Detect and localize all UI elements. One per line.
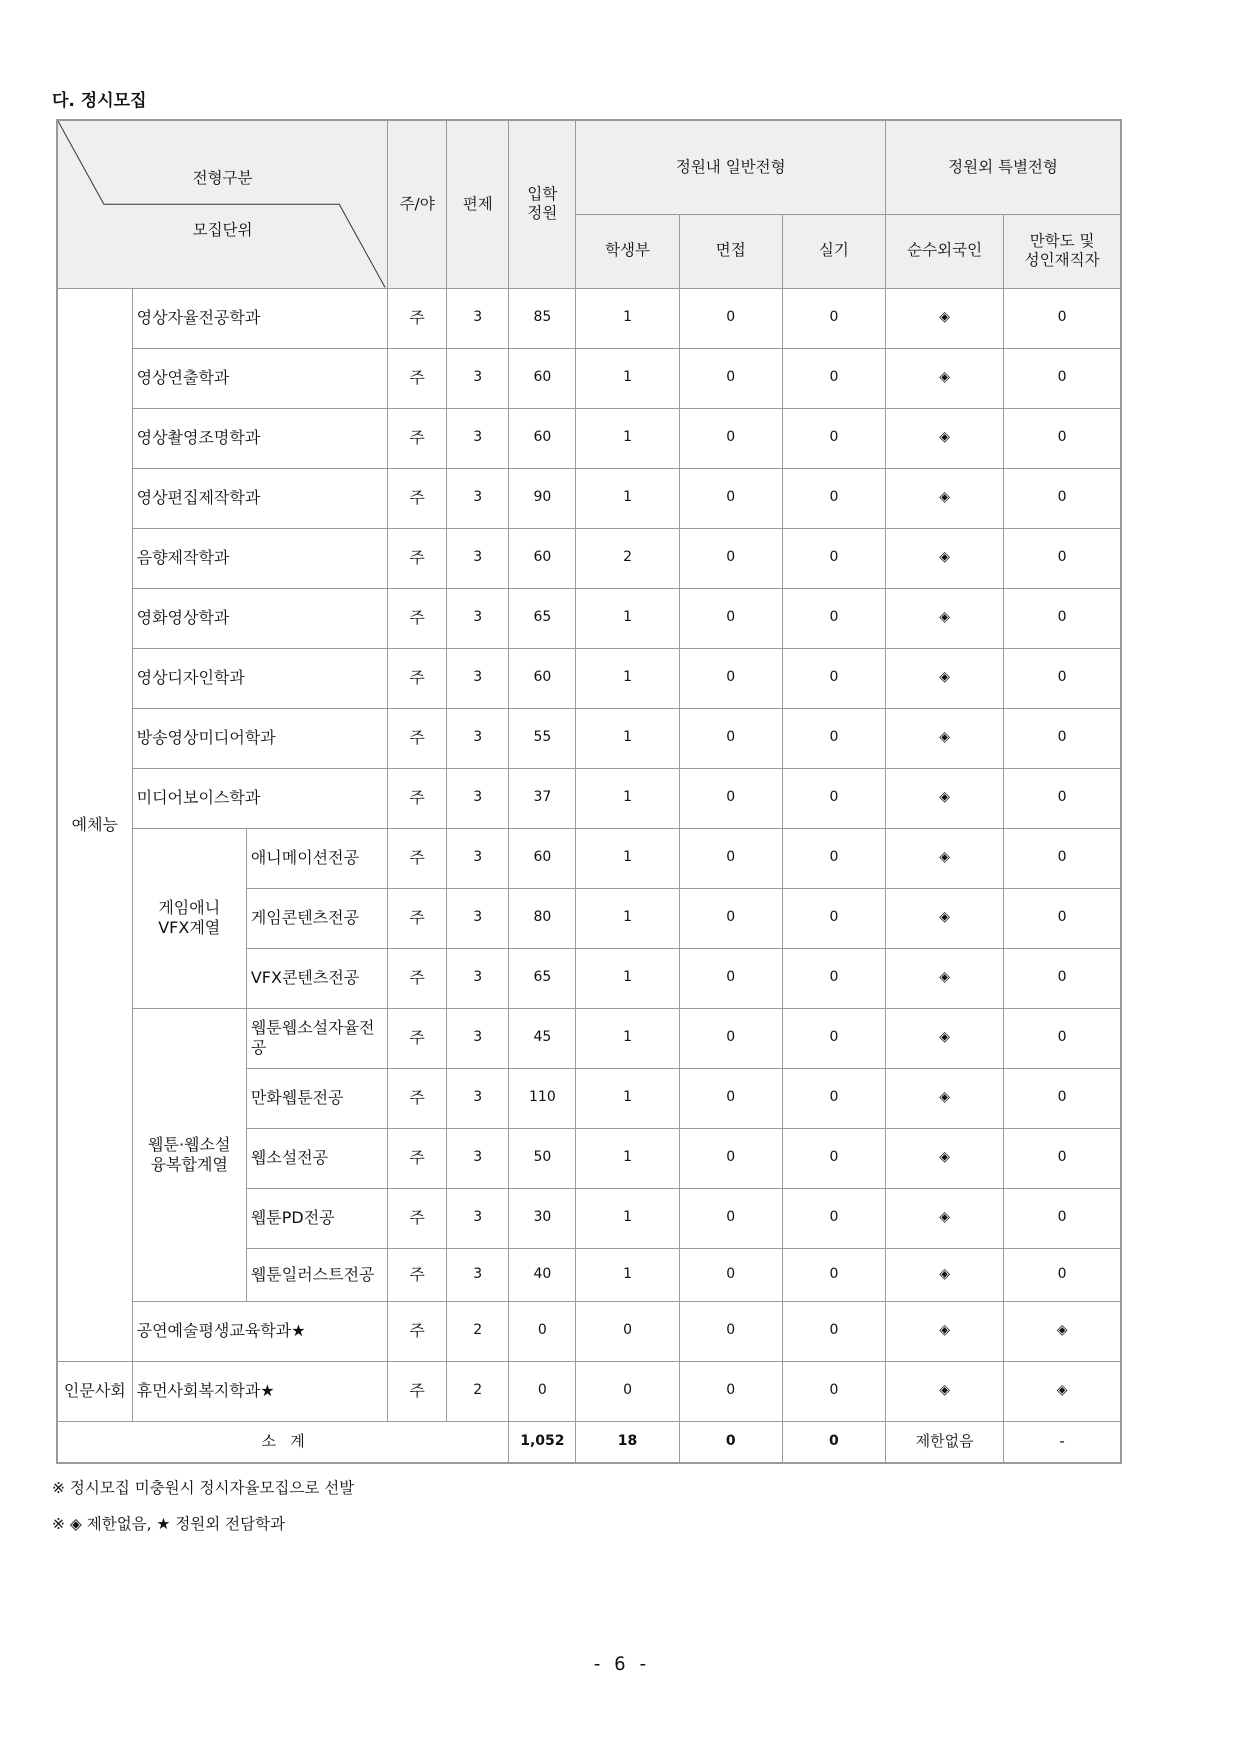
practical-cell: 0 bbox=[782, 708, 885, 768]
interview-cell: 0 bbox=[679, 1008, 782, 1068]
interview-cell: 0 bbox=[679, 948, 782, 1008]
department-name: 게임콘텐츠전공 bbox=[246, 888, 387, 948]
practical-cell: 0 bbox=[782, 1248, 885, 1301]
quota-cell: 60 bbox=[509, 528, 576, 588]
admission-table bbox=[56, 119, 1122, 1464]
record-cell: 1 bbox=[576, 348, 679, 408]
day-night-cell: 주 bbox=[388, 468, 447, 528]
table-row bbox=[57, 648, 1121, 708]
record-cell: 1 bbox=[576, 1188, 679, 1248]
adult-cell: 0 bbox=[1004, 528, 1121, 588]
adult-cell: 0 bbox=[1004, 468, 1121, 528]
years-header: 편제 bbox=[447, 120, 509, 288]
foreign-cell: ◈ bbox=[886, 948, 1004, 1008]
table-row bbox=[57, 828, 1121, 888]
day-night-cell: 주 bbox=[388, 1301, 447, 1361]
note-2: ※ ◈ 제한없음, ★ 정원외 전담학과 bbox=[52, 1515, 286, 1533]
adult-cell: 0 bbox=[1004, 1248, 1121, 1301]
foreign-cell: ◈ bbox=[886, 588, 1004, 648]
day-night-cell: 주 bbox=[388, 828, 447, 888]
practical-cell: 0 bbox=[782, 1361, 885, 1421]
interview-cell: 0 bbox=[679, 1361, 782, 1421]
table-row bbox=[57, 408, 1121, 468]
years-cell: 3 bbox=[447, 708, 509, 768]
practical-cell: 0 bbox=[782, 648, 885, 708]
foreign-cell: ◈ bbox=[886, 1068, 1004, 1128]
total-quota: 1,052 bbox=[509, 1421, 576, 1463]
adult-cell: 0 bbox=[1004, 708, 1121, 768]
interview-cell: 0 bbox=[679, 1068, 782, 1128]
table-row bbox=[57, 588, 1121, 648]
department-name: 영상디자인학과 bbox=[132, 648, 387, 708]
out-quota-header: 정원외 특별전형 bbox=[886, 120, 1122, 214]
day-night-cell: 주 bbox=[388, 708, 447, 768]
diagonal-line bbox=[58, 121, 387, 288]
adult-cell: 0 bbox=[1004, 348, 1121, 408]
quota-cell: 90 bbox=[509, 468, 576, 528]
diagonal-header-cell bbox=[57, 120, 388, 288]
record-cell: 1 bbox=[576, 948, 679, 1008]
total-foreign: 제한없음 bbox=[886, 1421, 1004, 1463]
note-1: ※ 정시모집 미충원시 정시자율모집으로 선발 bbox=[52, 1479, 355, 1497]
practical-cell: 0 bbox=[782, 468, 885, 528]
department-name: 영화영상학과 bbox=[132, 588, 387, 648]
years-cell: 3 bbox=[447, 1188, 509, 1248]
practical-cell: 0 bbox=[782, 1008, 885, 1068]
record-cell: 0 bbox=[576, 1361, 679, 1421]
quota-cell: 55 bbox=[509, 708, 576, 768]
years-cell: 3 bbox=[447, 828, 509, 888]
record-cell: 1 bbox=[576, 1068, 679, 1128]
quota-cell: 45 bbox=[509, 1008, 576, 1068]
foreign-cell: ◈ bbox=[886, 408, 1004, 468]
years-cell: 3 bbox=[447, 768, 509, 828]
practical-cell: 0 bbox=[782, 1128, 885, 1188]
interview-cell: 0 bbox=[679, 708, 782, 768]
day-night-cell: 주 bbox=[388, 348, 447, 408]
interview-cell: 0 bbox=[679, 468, 782, 528]
foreign-cell: ◈ bbox=[886, 888, 1004, 948]
total-label: 소 계 bbox=[57, 1421, 509, 1463]
record-cell: 1 bbox=[576, 768, 679, 828]
total-adult: - bbox=[1004, 1421, 1121, 1463]
department-name: 영상연출학과 bbox=[132, 348, 387, 408]
day-night-cell: 주 bbox=[388, 1128, 447, 1188]
record-cell: 0 bbox=[576, 1301, 679, 1361]
years-cell: 3 bbox=[447, 1008, 509, 1068]
foreign-cell: ◈ bbox=[886, 1301, 1004, 1361]
years-cell: 3 bbox=[447, 528, 509, 588]
record-header: 학생부 bbox=[576, 214, 679, 288]
interview-cell: 0 bbox=[679, 828, 782, 888]
adult-cell: 0 bbox=[1004, 1128, 1121, 1188]
department-name: 영상자율전공학과 bbox=[132, 288, 387, 348]
day-night-cell: 주 bbox=[388, 648, 447, 708]
foreign-cell: ◈ bbox=[886, 1128, 1004, 1188]
years-cell: 2 bbox=[447, 1361, 509, 1421]
interview-cell: 0 bbox=[679, 1248, 782, 1301]
day-night-cell: 주 bbox=[388, 408, 447, 468]
quota-cell: 30 bbox=[509, 1188, 576, 1248]
foreign-cell: ◈ bbox=[886, 1248, 1004, 1301]
type-header: 전형구분 bbox=[192, 169, 253, 187]
in-quota-header: 정원내 일반전형 bbox=[576, 120, 886, 214]
day-night-cell: 주 bbox=[388, 768, 447, 828]
table-row bbox=[57, 708, 1121, 768]
table-row bbox=[57, 528, 1121, 588]
years-cell: 3 bbox=[447, 888, 509, 948]
subgroup-webtoon: 웹툰·웹소설 융복합계열 bbox=[132, 1008, 246, 1301]
practical-cell: 0 bbox=[782, 288, 885, 348]
interview-header: 면접 bbox=[679, 214, 782, 288]
practical-cell: 0 bbox=[782, 1188, 885, 1248]
quota-cell: 60 bbox=[509, 408, 576, 468]
quota-cell: 37 bbox=[509, 768, 576, 828]
interview-cell: 0 bbox=[679, 348, 782, 408]
record-cell: 1 bbox=[576, 648, 679, 708]
practical-cell: 0 bbox=[782, 528, 885, 588]
department-name: VFX콘텐츠전공 bbox=[246, 948, 387, 1008]
unit-header: 모집단위 bbox=[192, 221, 253, 239]
subgroup-game: 게임애니 VFX계열 bbox=[132, 828, 246, 1008]
quota-cell: 65 bbox=[509, 948, 576, 1008]
quota-cell: 60 bbox=[509, 828, 576, 888]
interview-cell: 0 bbox=[679, 288, 782, 348]
day-night-cell: 주 bbox=[388, 1248, 447, 1301]
group-humanities: 인문사회 bbox=[57, 1361, 132, 1421]
page-number: - 6 - bbox=[591, 1653, 649, 1675]
quota-cell: 85 bbox=[509, 288, 576, 348]
years-cell: 3 bbox=[447, 288, 509, 348]
quota-cell: 60 bbox=[509, 348, 576, 408]
quota-header: 입학 정원 bbox=[509, 120, 576, 288]
day-night-cell: 주 bbox=[388, 888, 447, 948]
practical-cell: 0 bbox=[782, 828, 885, 888]
years-cell: 3 bbox=[447, 408, 509, 468]
day-night-cell: 주 bbox=[388, 1188, 447, 1248]
header-row-1 bbox=[57, 120, 1121, 214]
quota-cell: 50 bbox=[509, 1128, 576, 1188]
quota-cell: 110 bbox=[509, 1068, 576, 1128]
years-cell: 3 bbox=[447, 1248, 509, 1301]
record-cell: 1 bbox=[576, 888, 679, 948]
quota-cell: 80 bbox=[509, 888, 576, 948]
table-row bbox=[57, 768, 1121, 828]
adult-cell: 0 bbox=[1004, 588, 1121, 648]
foreign-cell: ◈ bbox=[886, 828, 1004, 888]
foreign-cell: ◈ bbox=[886, 348, 1004, 408]
table-row bbox=[57, 468, 1121, 528]
quota-cell: 0 bbox=[509, 1361, 576, 1421]
day-night-cell: 주 bbox=[388, 948, 447, 1008]
quota-cell: 40 bbox=[509, 1248, 576, 1301]
interview-cell: 0 bbox=[679, 408, 782, 468]
practical-cell: 0 bbox=[782, 1301, 885, 1361]
total-practical: 0 bbox=[782, 1421, 885, 1463]
practical-cell: 0 bbox=[782, 1068, 885, 1128]
foreign-header: 순수외국인 bbox=[886, 214, 1004, 288]
practical-header: 실기 bbox=[782, 214, 885, 288]
adult-cell: 0 bbox=[1004, 1068, 1121, 1128]
adult-cell: ◈ bbox=[1004, 1301, 1121, 1361]
adult-cell: 0 bbox=[1004, 768, 1121, 828]
years-cell: 3 bbox=[447, 588, 509, 648]
department-name: 만화웹툰전공 bbox=[246, 1068, 387, 1128]
record-cell: 1 bbox=[576, 1248, 679, 1301]
practical-cell: 0 bbox=[782, 348, 885, 408]
interview-cell: 0 bbox=[679, 768, 782, 828]
years-cell: 3 bbox=[447, 648, 509, 708]
department-name: 웹소설전공 bbox=[246, 1128, 387, 1188]
adult-cell: 0 bbox=[1004, 948, 1121, 1008]
adult-cell: 0 bbox=[1004, 1188, 1121, 1248]
day-night-cell: 주 bbox=[388, 1068, 447, 1128]
foreign-cell: ◈ bbox=[886, 288, 1004, 348]
table-body bbox=[57, 120, 1121, 1463]
adult-cell: 0 bbox=[1004, 828, 1121, 888]
table-row bbox=[57, 288, 1121, 348]
years-cell: 3 bbox=[447, 948, 509, 1008]
years-cell: 3 bbox=[447, 1068, 509, 1128]
day-night-cell: 주 bbox=[388, 1361, 447, 1421]
interview-cell: 0 bbox=[679, 648, 782, 708]
foreign-cell: ◈ bbox=[886, 1188, 1004, 1248]
foreign-cell: ◈ bbox=[886, 708, 1004, 768]
interview-cell: 0 bbox=[679, 528, 782, 588]
section-title: 다. 정시모집 bbox=[52, 91, 147, 111]
adult-cell: 0 bbox=[1004, 1008, 1121, 1068]
quota-cell: 60 bbox=[509, 648, 576, 708]
years-cell: 3 bbox=[447, 348, 509, 408]
group-arts: 예체능 bbox=[57, 288, 132, 1361]
years-cell: 3 bbox=[447, 468, 509, 528]
foreign-cell: ◈ bbox=[886, 528, 1004, 588]
department-name: 휴먼사회복지학과★ bbox=[132, 1361, 387, 1421]
adult-cell: 0 bbox=[1004, 288, 1121, 348]
department-name: 영상편집제작학과 bbox=[132, 468, 387, 528]
day-night-header: 주/야 bbox=[388, 120, 447, 288]
table-row bbox=[57, 1301, 1121, 1361]
department-name: 미디어보이스학과 bbox=[132, 768, 387, 828]
foreign-cell: ◈ bbox=[886, 648, 1004, 708]
department-name: 애니메이션전공 bbox=[246, 828, 387, 888]
day-night-cell: 주 bbox=[388, 288, 447, 348]
day-night-cell: 주 bbox=[388, 528, 447, 588]
record-cell: 1 bbox=[576, 828, 679, 888]
total-record: 18 bbox=[576, 1421, 679, 1463]
table-row bbox=[57, 1008, 1121, 1068]
interview-cell: 0 bbox=[679, 1301, 782, 1361]
quota-cell: 65 bbox=[509, 588, 576, 648]
record-cell: 2 bbox=[576, 528, 679, 588]
practical-cell: 0 bbox=[782, 588, 885, 648]
foreign-cell: ◈ bbox=[886, 1008, 1004, 1068]
record-cell: 1 bbox=[576, 288, 679, 348]
record-cell: 1 bbox=[576, 408, 679, 468]
foreign-cell: ◈ bbox=[886, 1361, 1004, 1421]
practical-cell: 0 bbox=[782, 768, 885, 828]
years-cell: 2 bbox=[447, 1301, 509, 1361]
record-cell: 1 bbox=[576, 468, 679, 528]
department-name: 웹툰일러스트전공 bbox=[246, 1248, 387, 1301]
table-row bbox=[57, 1361, 1121, 1421]
years-cell: 3 bbox=[447, 1128, 509, 1188]
record-cell: 1 bbox=[576, 708, 679, 768]
department-name: 웹툰웹소설자율전공 bbox=[246, 1008, 387, 1068]
practical-cell: 0 bbox=[782, 948, 885, 1008]
foreign-cell: ◈ bbox=[886, 468, 1004, 528]
adult-cell: 0 bbox=[1004, 408, 1121, 468]
quota-cell: 0 bbox=[509, 1301, 576, 1361]
department-name: 방송영상미디어학과 bbox=[132, 708, 387, 768]
total-row bbox=[57, 1421, 1121, 1463]
record-cell: 1 bbox=[576, 588, 679, 648]
department-name: 공연예술평생교육학과★ bbox=[132, 1301, 387, 1361]
day-night-cell: 주 bbox=[388, 588, 447, 648]
foreign-cell: ◈ bbox=[886, 768, 1004, 828]
practical-cell: 0 bbox=[782, 888, 885, 948]
department-name: 웹툰PD전공 bbox=[246, 1188, 387, 1248]
interview-cell: 0 bbox=[679, 888, 782, 948]
adult-cell: 0 bbox=[1004, 888, 1121, 948]
interview-cell: 0 bbox=[679, 588, 782, 648]
adult-cell: ◈ bbox=[1004, 1361, 1121, 1421]
adult-cell: 0 bbox=[1004, 648, 1121, 708]
total-interview: 0 bbox=[679, 1421, 782, 1463]
department-name: 음향제작학과 bbox=[132, 528, 387, 588]
table-row bbox=[57, 348, 1121, 408]
adult-header: 만학도 및 성인재직자 bbox=[1004, 214, 1121, 288]
record-cell: 1 bbox=[576, 1008, 679, 1068]
practical-cell: 0 bbox=[782, 408, 885, 468]
department-name: 영상촬영조명학과 bbox=[132, 408, 387, 468]
interview-cell: 0 bbox=[679, 1128, 782, 1188]
day-night-cell: 주 bbox=[388, 1008, 447, 1068]
interview-cell: 0 bbox=[679, 1188, 782, 1248]
record-cell: 1 bbox=[576, 1128, 679, 1188]
